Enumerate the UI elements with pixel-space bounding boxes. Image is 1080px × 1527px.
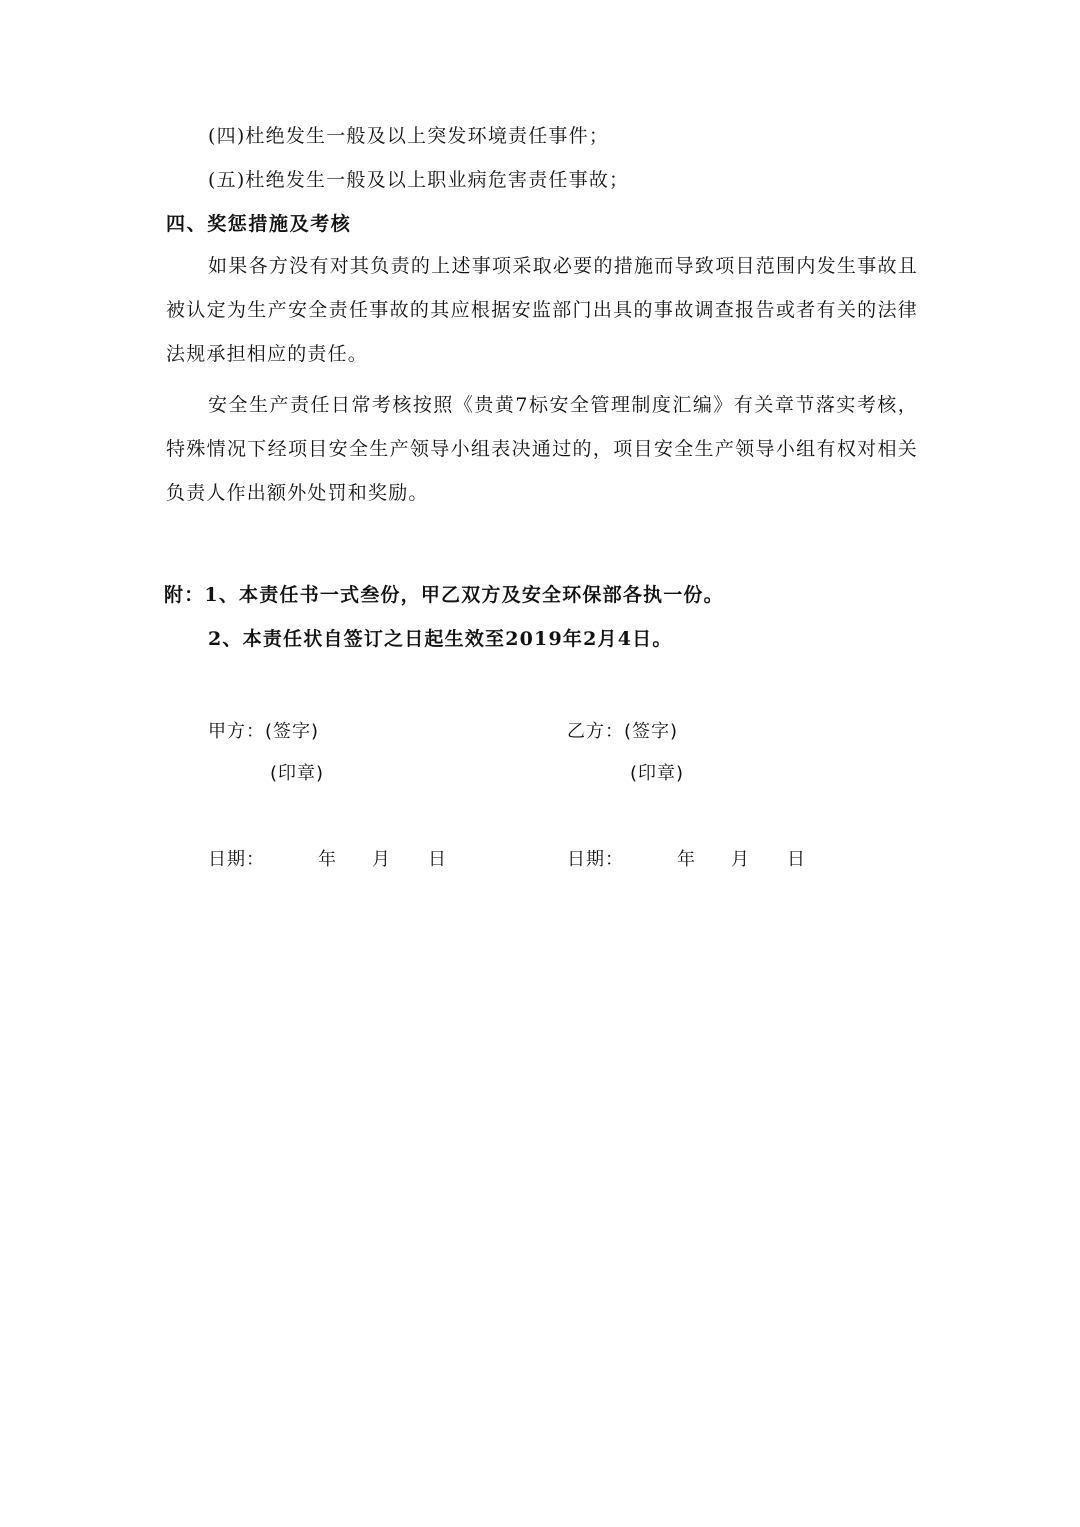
party-b-date-label: 日期： <box>567 849 624 870</box>
party-a-signature-label: 甲方：(签字) <box>208 721 320 742</box>
party-a-seal-label: (印章) <box>270 763 325 784</box>
paragraph-assessment: 安全生产责任日常考核按照《贵黄7标安全管理制度汇编》有关章节落实考核，特殊情况下经项目安全生产领导小组表决通过的，项目安全生产领导小组有权对相关负责人作出额外处罚和奖励。 <box>166 394 918 504</box>
party-b-seal-label: (印章) <box>630 763 685 784</box>
paragraph-liability: 如果各方没有对其负责的上述事项采取必要的措施而导致项目范围内发生事故且被认定为生产安全责任事故的其应根据安监部门出具的事故调查报告或者有关的法律法规承担相应的责任。 <box>166 255 918 365</box>
party-a-date-month: 月 <box>372 849 391 870</box>
party-b-signature-label: 乙方：(签字) <box>567 721 679 742</box>
party-a-date-day: 日 <box>428 849 447 870</box>
appendix-line-2: 2、本责任状自签订之日起生效至2019年2月4日。 <box>208 628 673 650</box>
party-b-date-day: 日 <box>787 849 806 870</box>
party-a-date-label: 日期： <box>208 849 265 870</box>
party-b-date-month: 月 <box>731 849 750 870</box>
party-b-date-year: 年 <box>677 849 696 870</box>
item-four: (四)杜绝发生一般及以上突发环境责任事件； <box>208 125 610 147</box>
appendix-line-1: 附：1、本责任书一式叁份，甲乙双方及安全环保部各执一份。 <box>164 584 724 606</box>
section-heading: 四、奖惩措施及考核 <box>166 213 352 235</box>
item-five: (五)杜绝发生一般及以上职业病危害责任事故； <box>208 169 630 191</box>
party-a-date-year: 年 <box>318 849 337 870</box>
